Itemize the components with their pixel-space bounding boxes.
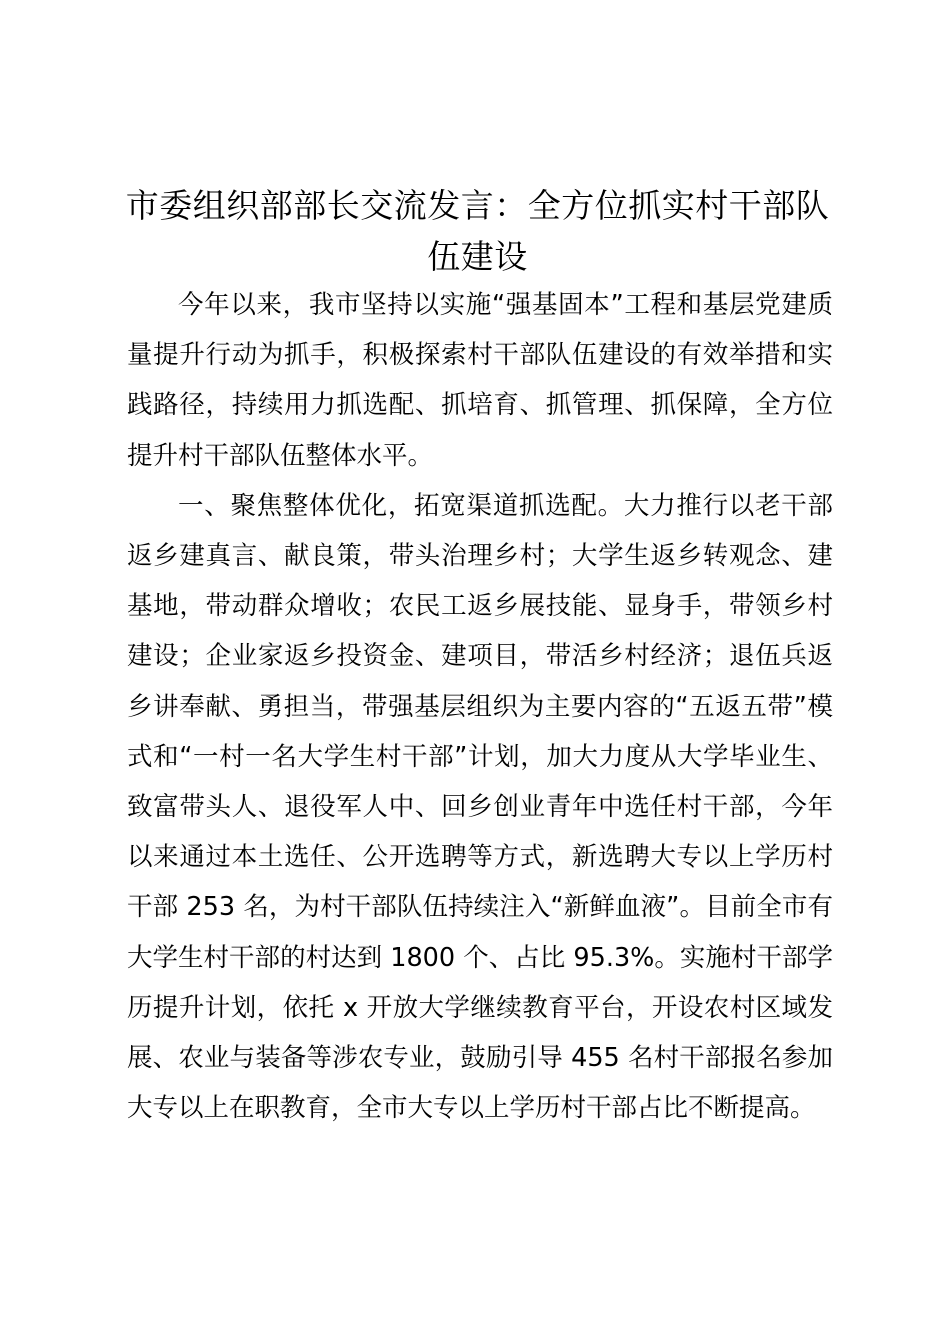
document-title: 市委组织部部长交流发言：全方位抓实村干部队伍建设 bbox=[125, 186, 830, 276]
intro-paragraph: 今年以来，我市坚持以实施“强基固本”工程和基层党建质量提升行动为抓手，积极探索村干部队伍建设的有效举措和实践路径，持续用力抓选配、抓培育、抓管理、抓保障，全方位提升村干部队伍整体水平。 bbox=[127, 290, 833, 471]
document-body bbox=[127, 280, 833, 1133]
section-one-paragraph: 一、聚焦整体优化，拓宽渠道抓选配。大力推行以老干部返乡建真言、献良策，带头治理乡村；大学生返乡转观念、建基地，带动群众增收；农民工返乡展技能、显身手，带领乡村建设；企业家返乡投资金、建项目，带活乡村经济；退伍兵返乡讲奉献、勇担当，带强基层组织为主要内容的“五返五带”模式和“一村一名大学生村干部”计划，加大力度从大学毕业生、致富带头人、退役军人中、回乡创业青年中选任村干部，今年以来通过本土选任、公开选聘等方式，新选聘大专以上学历村干部 253 名，为村干部队伍持续注入“新鲜血液”。目前全市有大学生村干部的村达到 1800 个、占比 95.3%。实施村干部学历提升计划，依托 x 开放大学继续教育平台，开设农村区域发展、农业与装备等涉农专业，鼓励引导 455 名村干部报名参加大专以上在职教育，全市大专以上学历村干部占比不断提高。 bbox=[127, 490, 833, 1124]
